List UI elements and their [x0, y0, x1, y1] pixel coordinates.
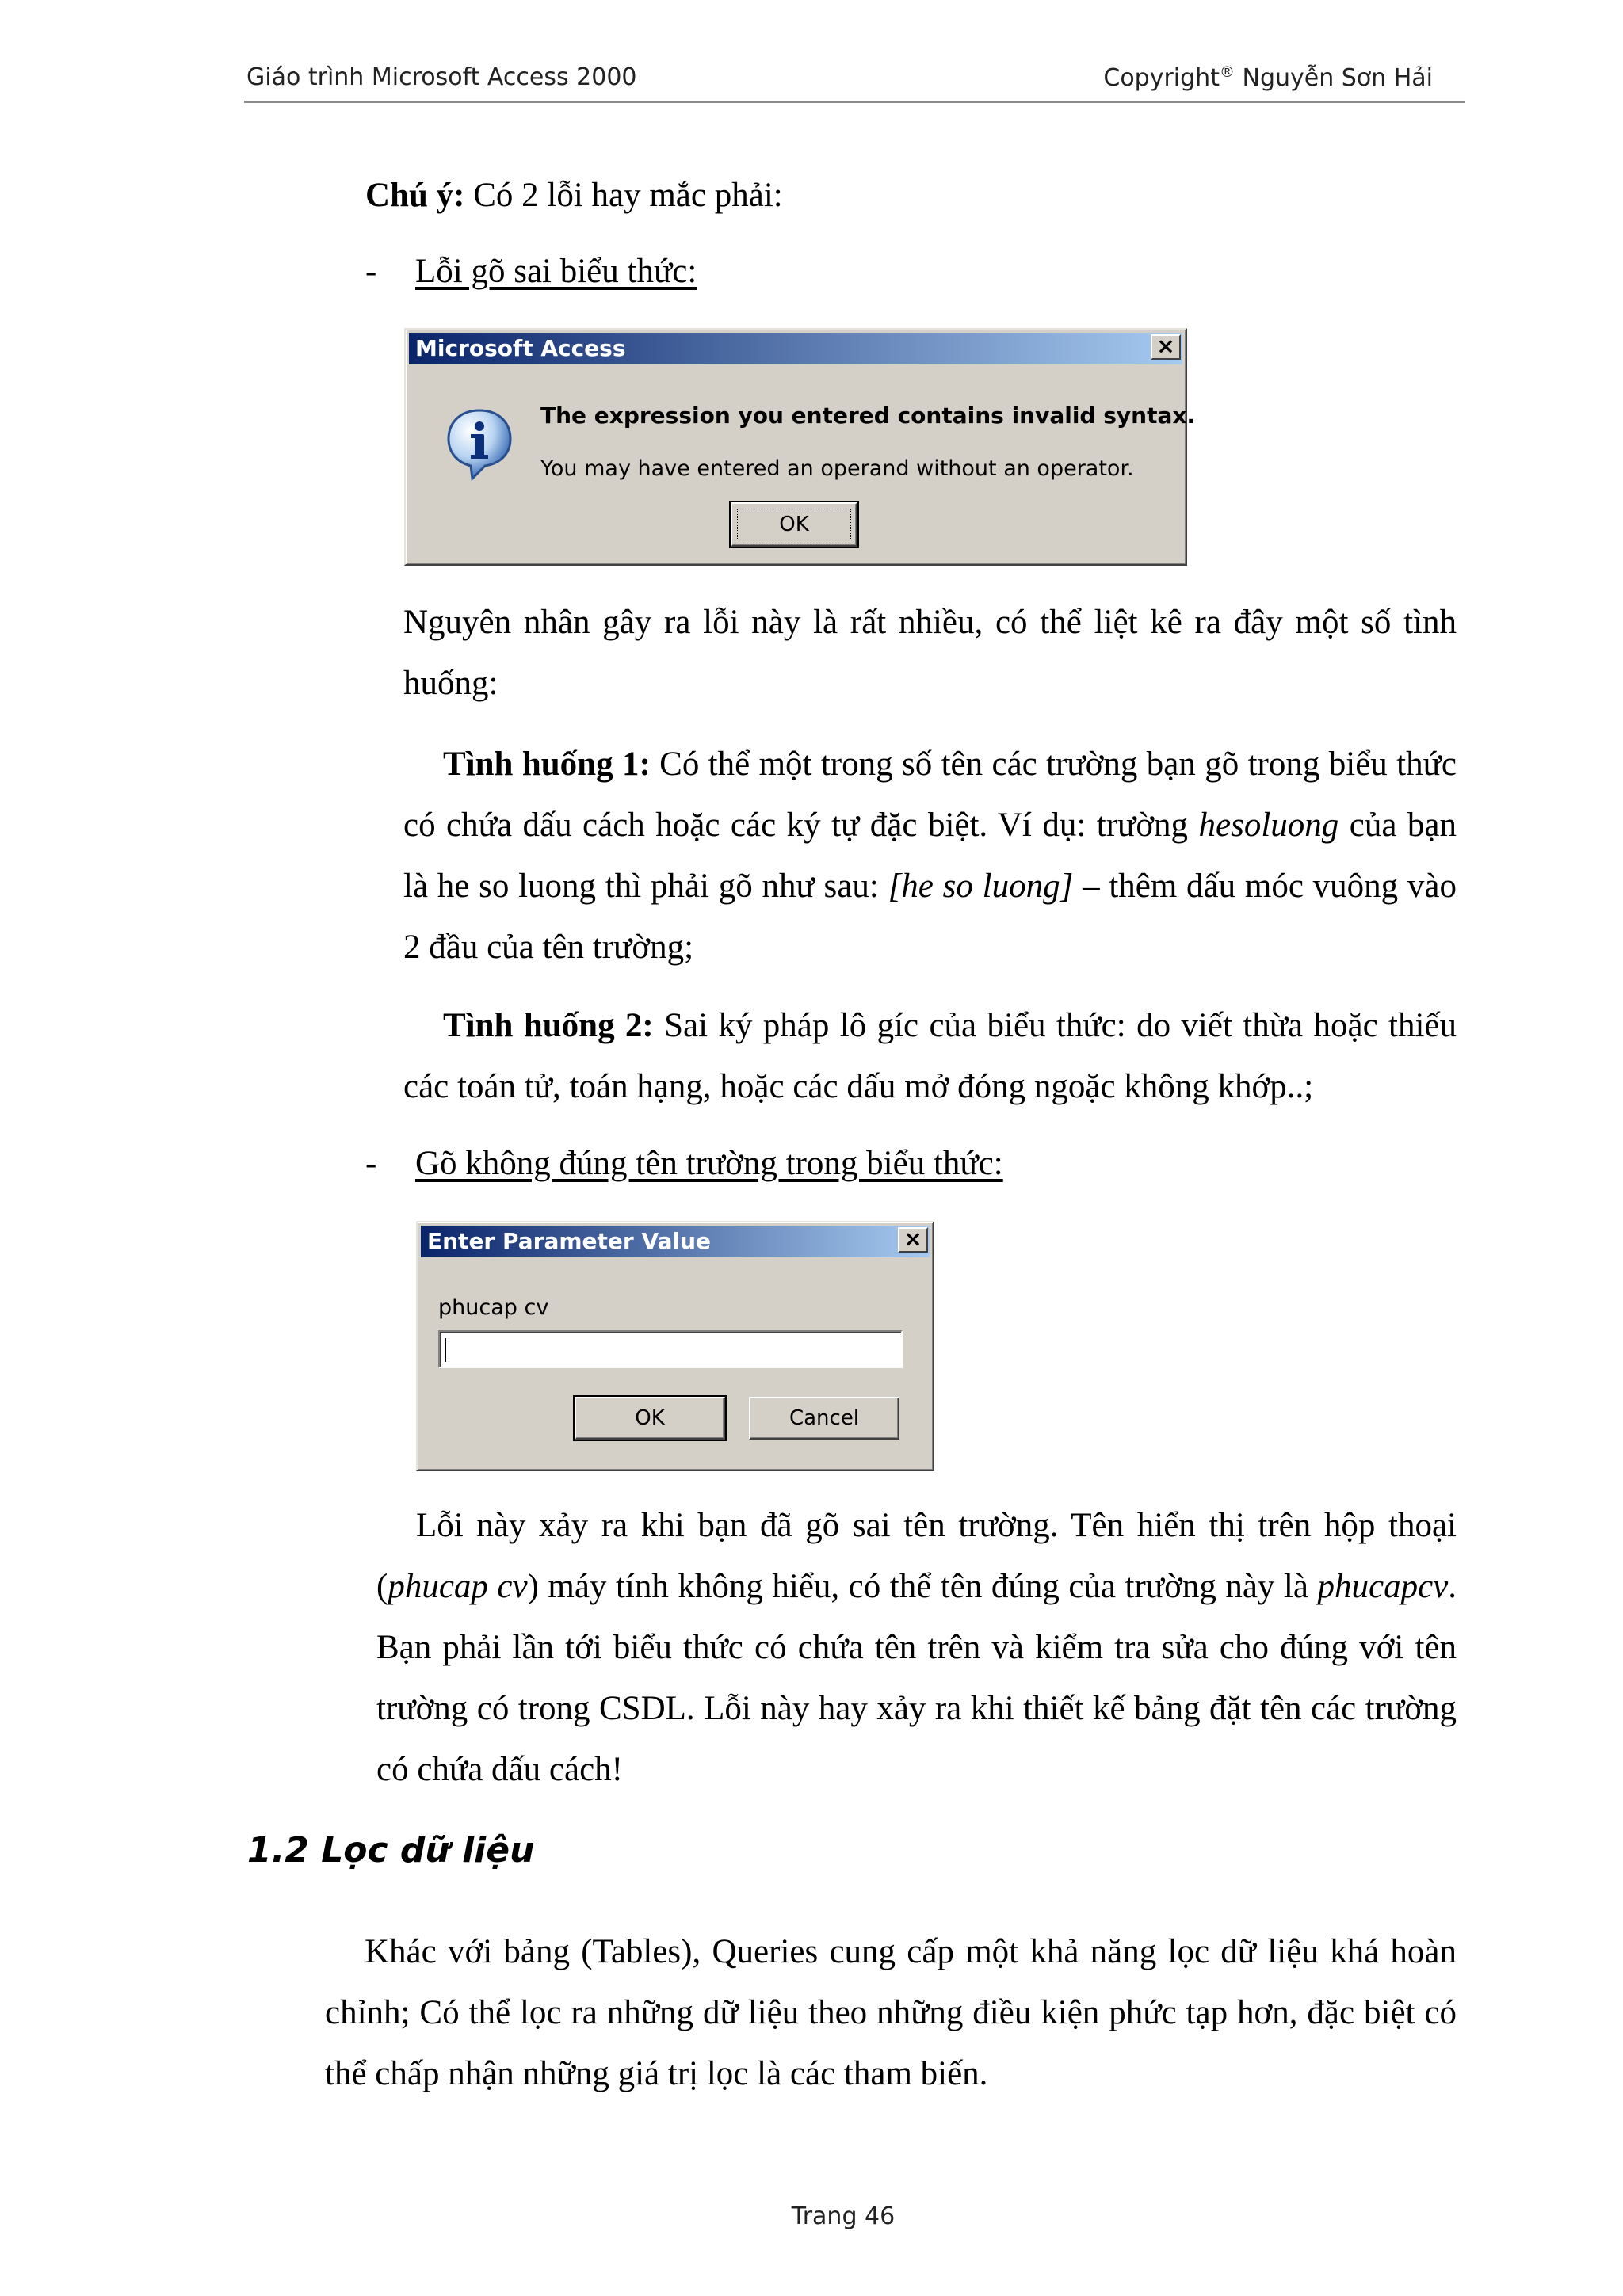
bullet-syntax-error: Lỗi gõ sai biểu thức: [415, 253, 697, 290]
dialog-title: Enter Parameter Value [427, 1228, 712, 1254]
registered-mark: ® [1219, 63, 1235, 81]
text-caret [445, 1338, 446, 1362]
note-label: Chú ý: [365, 177, 465, 214]
case-1-text: Có thể một trong số tên các trường bạn gõ trong biểu thức có chứa dấu cách hoặc các ký tự đặc biệt. Ví dụ: trường [403, 746, 1457, 844]
ok-label: OK [779, 513, 809, 536]
cause-paragraph: Nguyên nhân gây ra lỗi này là rất nhiều, có thể liệt kê ra đây một số tình huống: [403, 604, 1457, 702]
header-title: Giáo trình Microsoft Access 2000 [246, 63, 637, 91]
case-1-label: Tình huống 1: [443, 746, 651, 783]
note-text: Có 2 lỗi hay mắc phải: [464, 177, 783, 214]
note-paragraph [365, 165, 783, 226]
page-number: Trang 46 [791, 2203, 896, 2230]
case-1-field-example: hesoluong [1198, 807, 1339, 844]
parameter-label: phucap cv [438, 1295, 549, 1320]
case-2-paragraph [403, 995, 1457, 1117]
dialog-titlebar [421, 1226, 930, 1257]
bullet-field-name-error: Gõ không đúng tên trường trong biểu thức: [415, 1145, 1003, 1182]
bullet-dash-2: - [365, 1145, 377, 1182]
cancel-button[interactable] [749, 1397, 899, 1440]
case-1-text-2: của bạn là he so luong thì phải gõ như sau: [403, 807, 1457, 905]
field-error-text: Lỗi này xảy ra khi bạn đã gõ sai tên trường. Tên hiển thị trên hộp thoại ( [376, 1507, 1457, 1605]
field-error-text-2: ) máy tính không hiểu, có thể tên đúng của trường này là [527, 1568, 1318, 1605]
close-button[interactable] [1151, 334, 1181, 360]
close-button[interactable] [898, 1227, 928, 1253]
cancel-label: Cancel [789, 1406, 860, 1430]
parameter-input[interactable] [438, 1330, 903, 1368]
close-icon: × [903, 1226, 922, 1252]
case-1-bracket-example: [he so luong] [888, 868, 1074, 905]
case-1-paragraph [403, 734, 1457, 978]
bullet-dash-1: - [365, 253, 377, 290]
wrong-field-name: phucap cv [388, 1568, 528, 1605]
field-error-paragraph [376, 1495, 1457, 1800]
dialog-title: Microsoft Access [415, 335, 626, 361]
dialog-titlebar [409, 333, 1182, 364]
close-icon: × [1156, 333, 1175, 359]
error-message-primary: The expression you entered contains invalid syntax. [540, 402, 1196, 429]
dialog-enter-parameter-value [416, 1221, 934, 1471]
ok-button[interactable] [575, 1397, 725, 1440]
error-message-secondary: You may have entered an operand without an operator. [540, 456, 1134, 481]
case-2-label: Tình huống 2: [443, 1007, 654, 1044]
copyright-text: Copyright [1103, 64, 1220, 92]
dialog-microsoft-access [404, 328, 1196, 566]
case-1-text-3: – thêm dấu móc vuông vào 2 đầu của tên trường; [403, 868, 1457, 966]
focus-rect [737, 509, 851, 540]
correct-field-name: phucapcv [1317, 1568, 1449, 1605]
ok-button[interactable] [731, 502, 857, 547]
field-error-text-3: . Bạn phải lần tới biểu thức có chứa tên trên và kiểm tra sửa cho đúng với tên trường có trong CSDL. Lỗi này hay xảy ra khi thiết kế bảng đặt tên các trường có chứa dấu cách! [376, 1568, 1457, 1788]
author-name: Nguyễn Sơn Hải [1234, 64, 1433, 92]
header-copyright [1103, 63, 1433, 92]
filter-paragraph: Khác với bảng (Tables), Queries cung cấp một khả năng lọc dữ liệu khá hoàn chỉnh; Có thể lọc ra những dữ liệu theo những điều kiện phức tạp hơn, đặc biệt có thể chấp nhận những giá trị lọc là các tham biến. [325, 1933, 1457, 2092]
header-divider [244, 101, 1465, 103]
section-heading: 1.2 Lọc dữ liệu [247, 1830, 535, 1871]
case-2-text: Sai ký pháp lô gíc của biểu thức: do viết thừa hoặc thiếu các toán tử, toán hạng, hoặc các dấu mở đóng ngoặc không khớp..; [403, 1007, 1457, 1105]
ok-label: OK [635, 1406, 665, 1430]
info-icon [444, 406, 515, 482]
